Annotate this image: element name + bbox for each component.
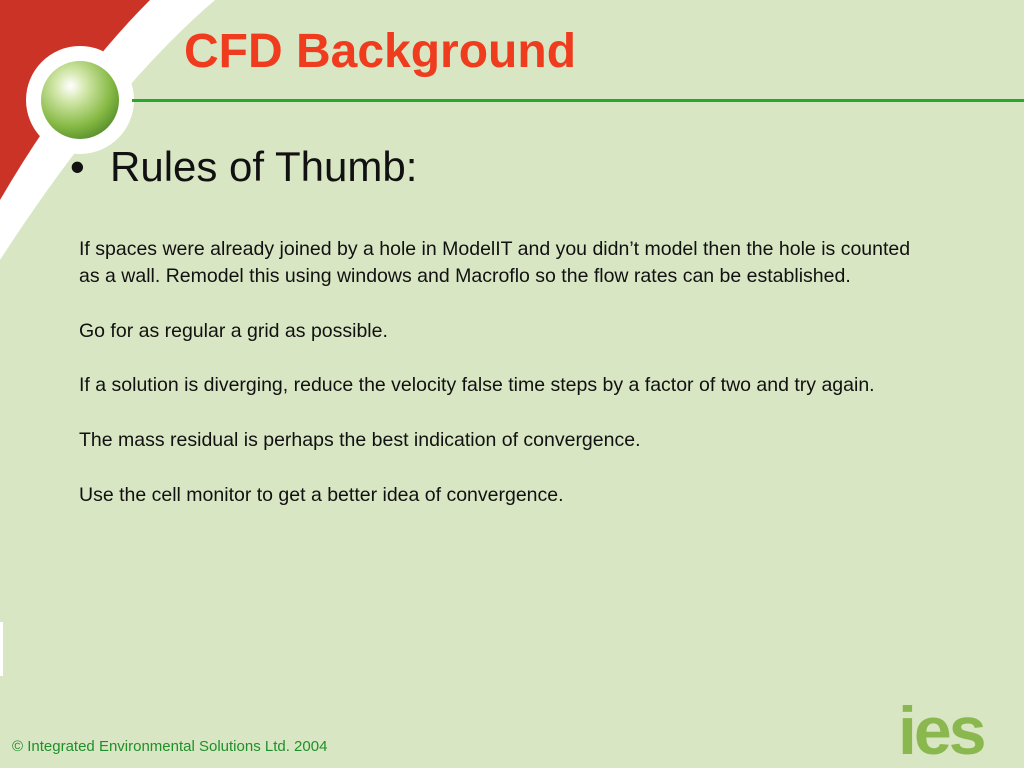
bullet-heading: Rules of Thumb:: [110, 143, 418, 190]
rule-paragraph: If spaces were already joined by a hole in ModelIT and you didn’t model then the hole is counted as a wall. Remodel this using windows and Macroflo so the flow rates can be established.: [79, 238, 911, 288]
ies-logo: [898, 702, 1012, 758]
slide-title: CFD Background: [184, 25, 577, 78]
bullet-heading-row: [70, 143, 417, 191]
rule-paragraph: Use the cell monitor to get a better idea of convergence.: [79, 483, 564, 506]
svg-text:ies: ies: [898, 702, 984, 758]
rule-paragraph: Go for as regular a grid as possible.: [79, 319, 388, 342]
left-edge-marker: [0, 622, 3, 676]
bullet-icon: •: [70, 143, 85, 190]
green-orb-icon: [41, 61, 119, 139]
rule-paragraph: If a solution is diverging, reduce the velocity false time steps by a factor of two and try again.: [79, 374, 875, 397]
rule-paragraph: The mass residual is perhaps the best indication of convergence.: [79, 429, 641, 452]
rules-body: [79, 236, 929, 536]
title-divider: [132, 99, 1024, 102]
copyright-footer: © Integrated Environmental Solutions Ltd. 2004: [12, 738, 328, 755]
